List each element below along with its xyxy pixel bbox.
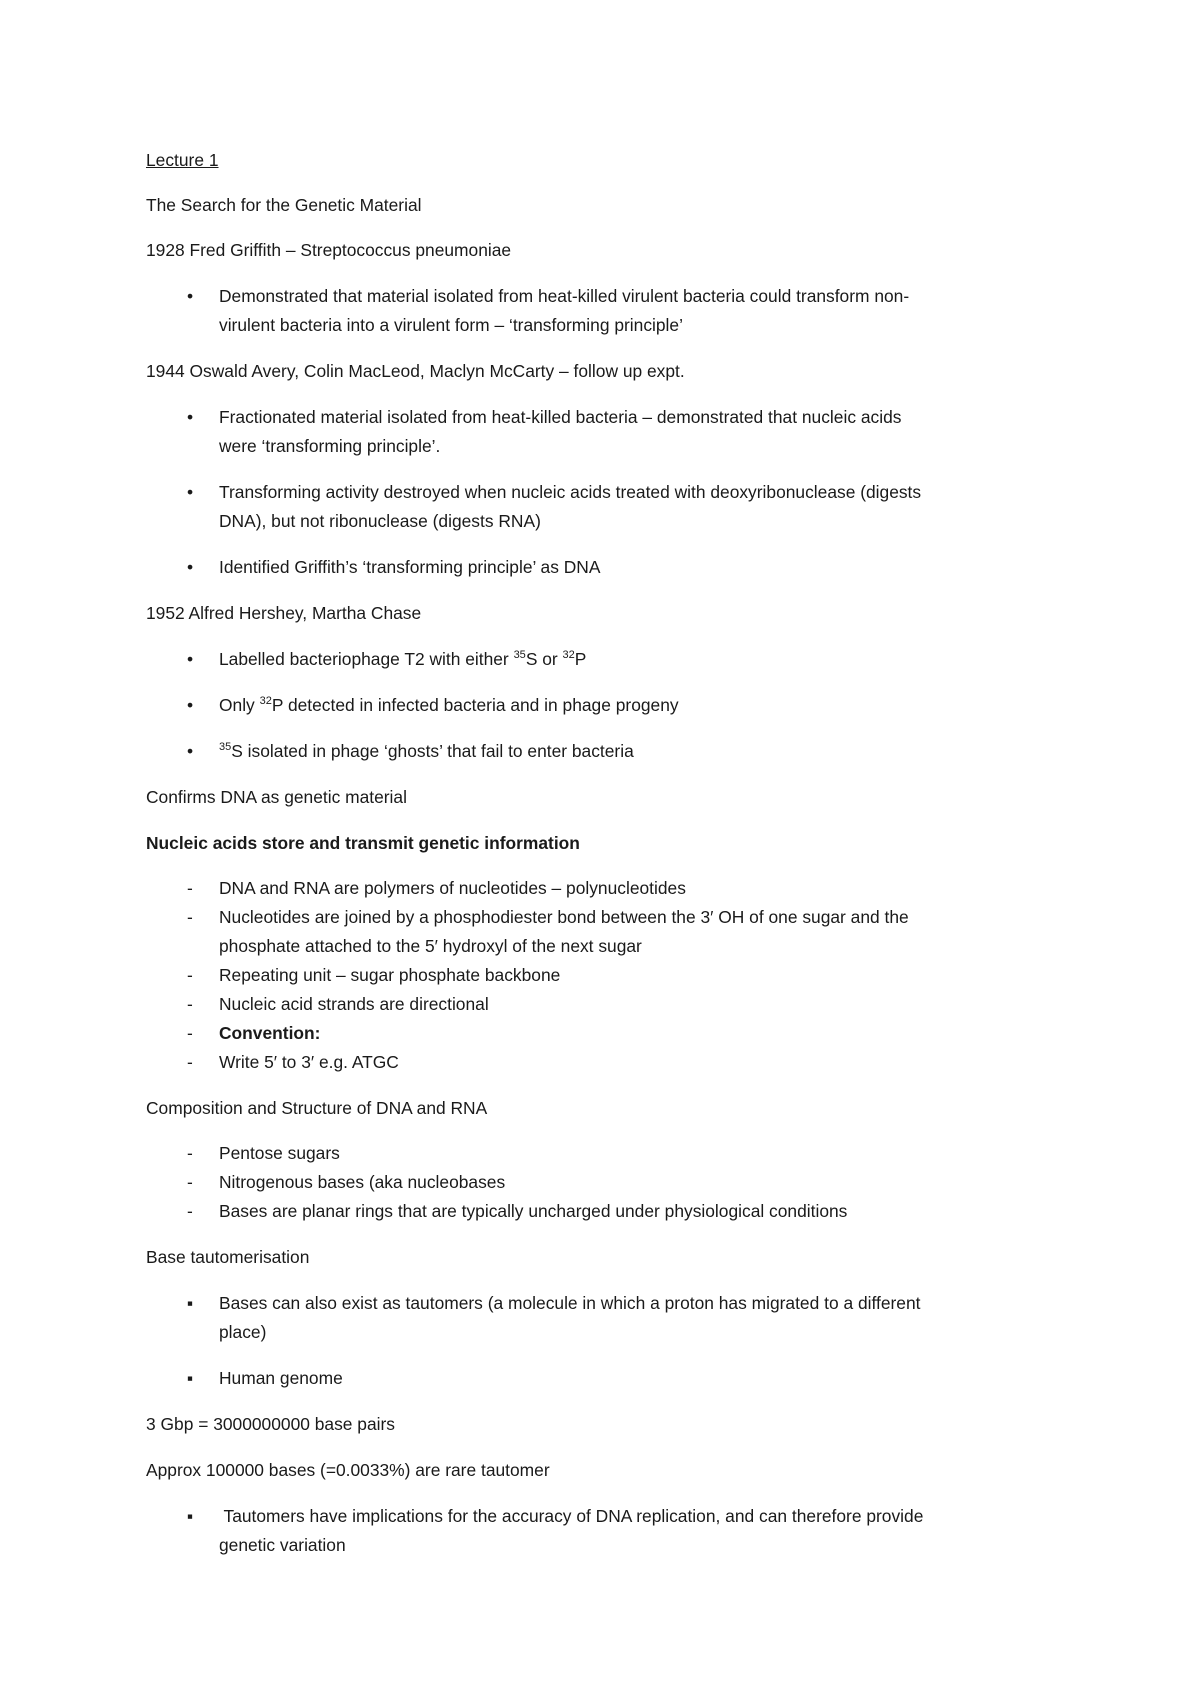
section-title-composition: Composition and Structure of DNA and RNA: [146, 1098, 488, 1118]
tautomer-bullet3-line1: Tautomers have implications for the accuracy of DNA replication, and can therefore provide: [219, 1506, 924, 1526]
dash-marker: -: [187, 907, 193, 927]
dash-marker: -: [187, 994, 193, 1014]
square-bullet-icon: ▪: [186, 1368, 194, 1388]
griffith-bullet-line2: virulent bacteria into a virulent form – ‘transforming principle’: [219, 315, 683, 335]
bullet-icon: •: [186, 649, 194, 669]
nucleic-item4: Nucleic acid strands are directional: [219, 994, 489, 1014]
bullet-icon: •: [186, 741, 194, 761]
hershey-bullet3: $^{35}$S isolated in phage ‘ghosts’ that fail to enter bacteria: [219, 741, 634, 761]
bullet-icon: •: [186, 407, 194, 427]
dash-marker: -: [187, 965, 193, 985]
nucleic-item6: Write 5′ to 3′ e.g. ATGC: [219, 1052, 399, 1072]
hershey-label: 1952 Alfred Hershey, Martha Chase: [146, 603, 422, 623]
dash-marker: -: [187, 1201, 193, 1221]
hershey-bullet2: Only $^{32}$P detected in infected bacteria and in phage progeny: [219, 695, 679, 715]
nucleic-item1: DNA and RNA are polymers of nucleotides – polynucleotides: [219, 878, 686, 898]
tautomer-bullet3-line2: genetic variation: [219, 1535, 346, 1555]
composition-item1: Pentose sugars: [219, 1143, 340, 1163]
genome-size-text: 3 Gbp = 3000000000 base pairs: [146, 1414, 395, 1434]
dash-marker: -: [187, 878, 193, 898]
avery-bullet2-line2: DNA), but not ribonuclease (digests RNA): [219, 511, 541, 531]
nucleic-item3: Repeating unit – sugar phosphate backbone: [219, 965, 561, 985]
section-title-genetic-material: The Search for the Genetic Material: [146, 195, 422, 215]
square-bullet-icon: ▪: [186, 1506, 194, 1526]
bullet-icon: •: [186, 557, 194, 577]
bullet-icon: •: [186, 482, 194, 502]
nucleic-item5: Convention:: [219, 1023, 321, 1043]
hershey-bullet1: Labelled bacteriophage T2 with either $^{35}$S or $^{32}$P: [219, 649, 587, 669]
tautomer-bullet1-line1: Bases can also exist as tautomers (a molecule in which a proton has migrated to a different: [219, 1293, 921, 1313]
avery-bullet1-line2: were ‘transforming principle’.: [219, 436, 441, 456]
composition-item2: Nitrogenous bases (aka nucleobases: [219, 1172, 506, 1192]
bullet-icon: •: [186, 695, 194, 715]
lecture-heading: Lecture 1: [146, 150, 219, 170]
dash-marker: -: [187, 1023, 193, 1043]
dash-marker: -: [187, 1052, 193, 1072]
avery-bullet3: Identified Griffith’s ‘transforming principle’ as DNA: [219, 557, 601, 577]
avery-bullet2-line1: Transforming activity destroyed when nucleic acids treated with deoxyribonuclease (digests: [219, 482, 922, 502]
square-bullet-icon: ▪: [186, 1293, 194, 1313]
tautomer-bullet1-line2: place): [219, 1322, 267, 1342]
bullet-icon: •: [186, 286, 194, 306]
section-title-tautomerisation: Base tautomerisation: [146, 1247, 310, 1267]
nucleic-item2-line2: phosphate attached to the 5′ hydroxyl of the next sugar: [219, 936, 642, 956]
dash-marker: -: [187, 1143, 193, 1163]
avery-label: 1944 Oswald Avery, Colin MacLeod, Maclyn McCarty – follow up expt.: [146, 361, 685, 381]
griffith-bullet-line1: Demonstrated that material isolated from heat-killed virulent bacteria could transform non-: [219, 286, 910, 306]
nucleic-item2-line1: Nucleotides are joined by a phosphodiester bond between the 3′ OH of one sugar and the: [219, 907, 909, 927]
section-title-nucleic-acids: Nucleic acids store and transmit genetic information: [146, 833, 580, 853]
avery-bullet1-line1: Fractionated material isolated from heat-killed bacteria – demonstrated that nucleic acids: [219, 407, 902, 427]
griffith-label: 1928 Fred Griffith – Streptococcus pneumoniae: [146, 240, 512, 260]
composition-item3: Bases are planar rings that are typically uncharged under physiological conditions: [219, 1201, 848, 1221]
dash-marker: -: [187, 1172, 193, 1192]
tautomer-bullet2: Human genome: [219, 1368, 343, 1388]
rare-tautomer-text: Approx 100000 bases (=0.0033%) are rare tautomer: [146, 1460, 550, 1480]
conclusion-text: Confirms DNA as genetic material: [146, 787, 407, 807]
